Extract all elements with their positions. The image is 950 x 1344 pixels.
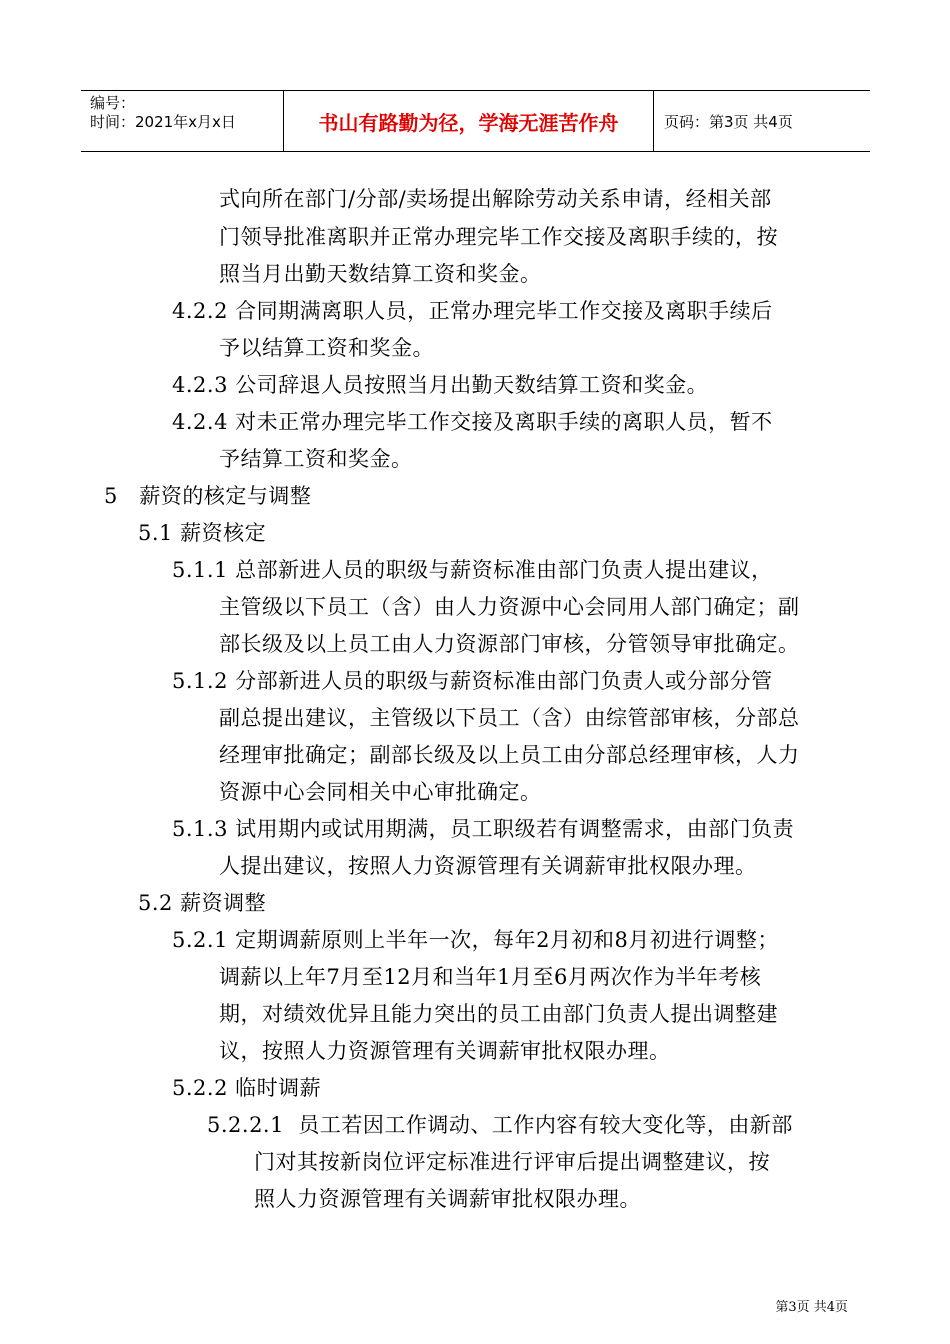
body-line: 5.1.1 总部新进人员的职级与薪资标准由部门负责人提出建议，: [172, 558, 773, 582]
subsection-heading: 5.1 薪资核定: [138, 521, 267, 545]
page-footer: 第3页 共4页: [775, 1300, 848, 1315]
body-line: 资源中心会同相关中心审批确定。: [219, 780, 542, 804]
body-line: 经理审批确定；副部长级及以上员工由分部总经理审核，人力: [219, 743, 800, 767]
body-line: 4.2.3 公司辞退人员按照当月出勤天数结算工资和奖金。: [172, 373, 709, 397]
body-line: 人提出建议，按照人力资源管理有关调薪审批权限办理。: [219, 854, 757, 878]
body-line: 调薪以上年7月至12月和当年1月至6月两次作为半年考核: [219, 965, 762, 989]
body-line: 副总提出建议，主管级以下员工（含）由综管部审核，分部总: [219, 706, 800, 730]
document-time-label: 时间：2021年x月x日: [90, 113, 236, 131]
subsection-heading: 5.2.2 临时调薪: [172, 1076, 322, 1100]
document-number-label: 编号：: [90, 94, 136, 112]
body-line: 予结算工资和奖金。: [219, 447, 413, 471]
body-line: 主管级以下员工（含）由人力资源中心会同用人部门确定；副: [219, 595, 800, 619]
body-line: 照人力资源管理有关调薪审批权限办理。: [254, 1187, 641, 1211]
body-line: 门领导批准离职并正常办理完毕工作交接及离职手续的，按: [219, 225, 778, 249]
body-line: 4.2.2 合同期满离职人员，正常办理完毕工作交接及离职手续后: [172, 299, 773, 323]
body-line: 5.2.2.1 员工若因工作调动、工作内容有较大变化等，由新部: [207, 1113, 793, 1137]
body-line: 门对其按新岗位评定标准进行评审后提出调整建议，按: [254, 1150, 770, 1174]
body-line: 部长级及以上员工由人力资源部门审核，分管领导审批确定。: [219, 632, 800, 656]
body-line: 照当月出勤天数结算工资和奖金。: [219, 262, 542, 286]
body-line: 予以结算工资和奖金。: [219, 336, 434, 360]
subsection-heading: 5.2 薪资调整: [138, 891, 267, 915]
body-line: 5.1.3 试用期内或试用期满，员工职级若有调整需求，由部门负责: [172, 817, 795, 841]
body-line: 4.2.4 对未正常办理完毕工作交接及离职手续的离职人员，暂不: [172, 410, 773, 434]
header-page-label: 页码：第3页 共4页: [664, 112, 793, 131]
body-line: 式向所在部门/分部/卖场提出解除劳动关系申请，经相关部: [219, 187, 772, 211]
header-motto: 书山有路勤为径，学海无涯苦作舟: [284, 91, 654, 151]
header-left-cell: [81, 91, 284, 151]
body-line: 5.2.1 定期调薪原则上半年一次，每年2月初和8月初进行调整；: [172, 928, 779, 952]
document-header: [81, 90, 870, 152]
body-line: 议，按照人力资源管理有关调薪审批权限办理。: [219, 1039, 671, 1063]
section-heading: 5 薪资的核定与调整: [104, 484, 312, 508]
body-line: 期，对绩效优异且能力突出的员工由部门负责人提出调整建: [219, 1002, 778, 1026]
body-line: 5.1.2 分部新进人员的职级与薪资标准由部门负责人或分部分管: [172, 669, 773, 693]
